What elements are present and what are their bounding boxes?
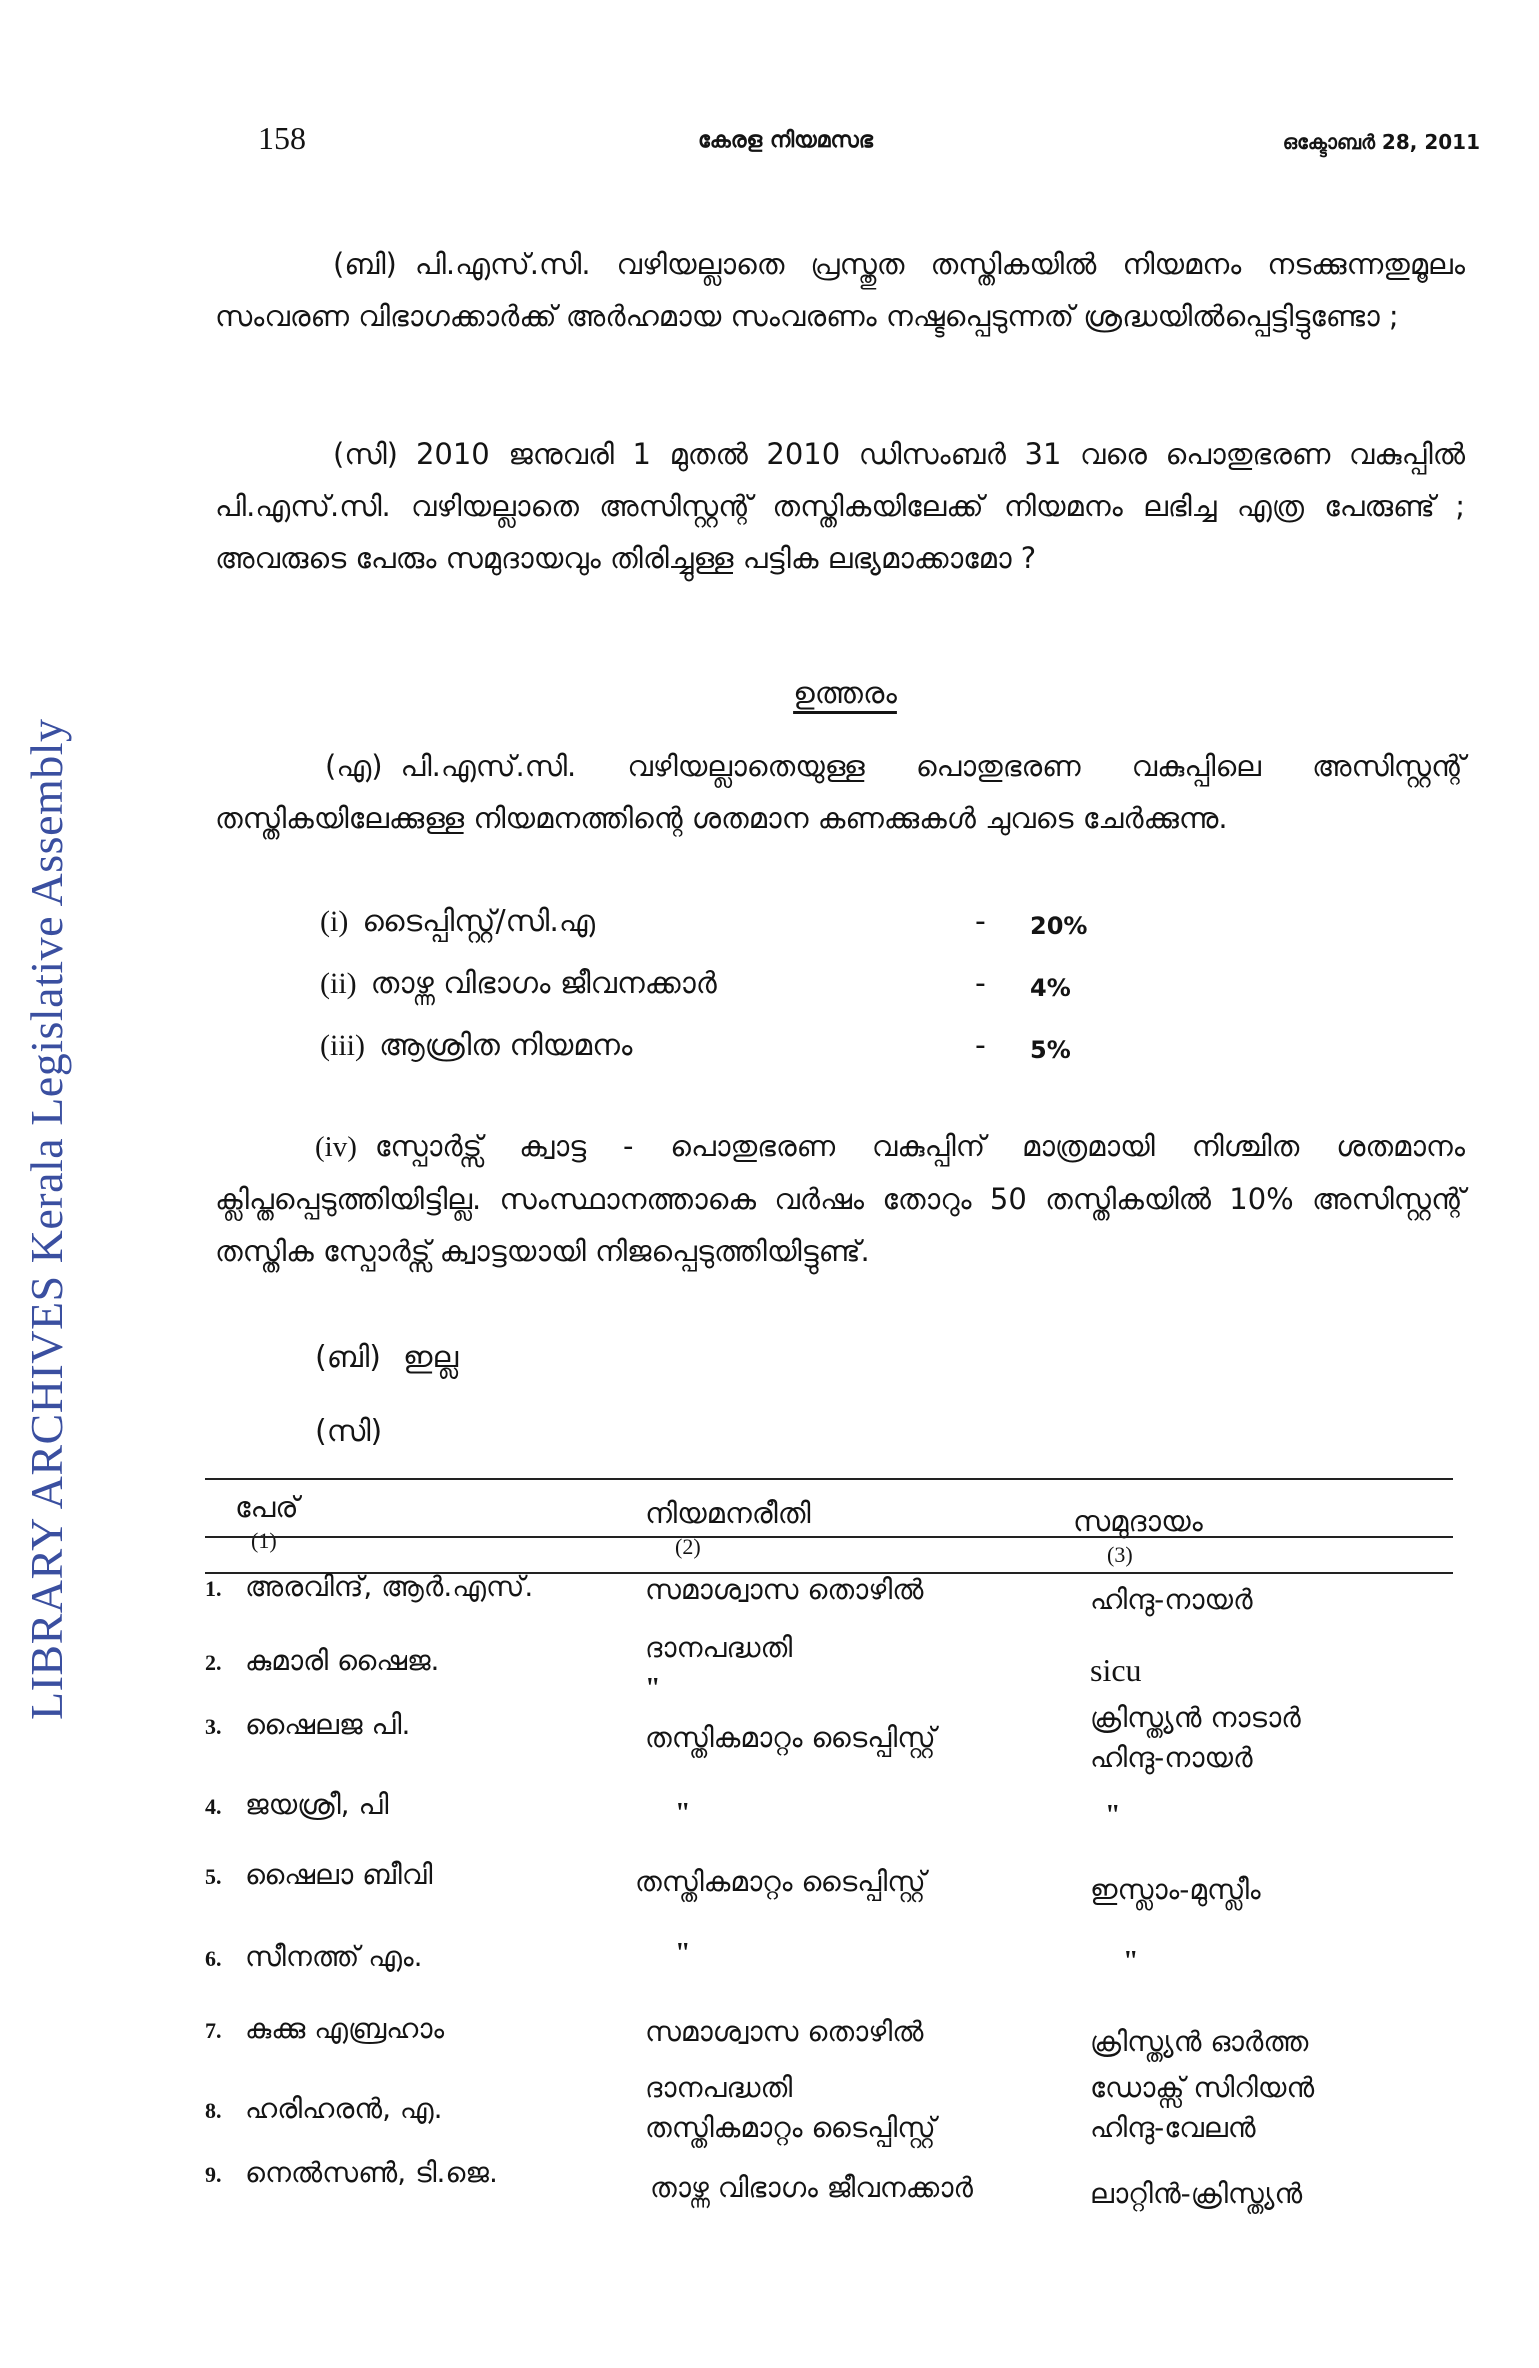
row-name: കുക്കു എബ്രഹാം <box>245 2012 445 2045</box>
row-method: സമാശ്വാസ തൊഴിൽ <box>645 1573 924 1606</box>
quota-item <box>320 966 1140 1028</box>
answer-heading: ഉത്തരം <box>793 676 897 711</box>
question-b-paragraph <box>215 238 1465 342</box>
row-method: തസ്തികമാറ്റം ടൈപ്പിസ്റ്റ് <box>635 1865 926 1898</box>
row-method: സമാശ്വാസ തൊഴിൽ <box>645 2015 924 2048</box>
row-name: ഷൈലാ ബീവി <box>245 1858 433 1891</box>
row-name: ഹരിഹരൻ, എ. <box>245 2092 443 2125</box>
row-serial: 3. <box>205 1714 222 1739</box>
answer-a-label: (എ) <box>325 749 383 783</box>
quota-number: (i) <box>320 905 349 938</box>
row-community: ഹിന്ദു-വേലൻ <box>1090 2111 1256 2144</box>
answer-iv-paragraph <box>215 1120 1465 1277</box>
row-serial: 1. <box>205 1576 222 1601</box>
page-header <box>258 120 1480 170</box>
question-b-text: പി.എസ്.സി. വഴിയല്ലാതെ പ്രസ്തുത തസ്തികയിൽ നിയമനം നടക്കുന്നതുമൂലം സംവരണ വിഭാഗക്കാർക്ക് അർഹമായ സംവരണം നഷ്ടപ്പെടുന്നത് ശ്രദ്ധയിൽപ്പെട്ടിട്ടുണ്ടോ ; <box>215 247 1465 333</box>
row-name-cell <box>205 2156 498 2190</box>
row-name: ജയശ്രീ, പി <box>245 1788 389 1821</box>
answer-b-line <box>315 1340 458 1375</box>
row-method: ദാനപദ്ധതി <box>645 2071 793 2104</box>
row-method: തസ്തികമാറ്റം ടൈപ്പിസ്റ്റ് <box>645 2111 936 2144</box>
row-name: നെൽസൺ, ടി.ജെ. <box>245 2156 498 2189</box>
column-number-1: (1) <box>251 1528 277 1553</box>
row-name-cell <box>205 1940 423 1974</box>
question-c-paragraph <box>215 428 1465 584</box>
row-name: ഷൈലജ പി. <box>245 1708 411 1741</box>
row-name-cell <box>205 2012 444 2046</box>
quota-label: ആശ്രിത നിയമനം <box>379 1028 633 1063</box>
row-method: തസ്തികമാറ്റം ടൈപ്പിസ്റ്റ് <box>645 1721 936 1754</box>
quota-dash: - <box>975 1028 986 1063</box>
row-community-ditto: " <box>1123 1946 1139 1977</box>
row-serial: 9. <box>205 2162 222 2187</box>
row-method: താഴ്ന്ന വിഭാഗം ജീവനക്കാർ <box>650 2171 973 2204</box>
row-community-cell <box>1090 1698 1301 1778</box>
row-serial: 5. <box>205 1864 222 1889</box>
question-c-label: (സി) <box>333 437 398 471</box>
row-method-ditto: " <box>675 1938 691 1969</box>
row-serial: 7. <box>205 2018 222 2043</box>
row-method-ditto: " <box>675 1798 691 1829</box>
row-method-cell <box>645 1628 792 1709</box>
quota-number: (iii) <box>320 1029 365 1062</box>
quota-item <box>320 904 1140 966</box>
quota-label: താഴ്ന്ന വിഭാഗം ജീവനക്കാർ <box>370 966 717 1001</box>
running-title: കേരള നിയമസഭ <box>698 128 873 153</box>
row-method: ദാനപദ്ധതി <box>645 1631 793 1664</box>
quota-item <box>320 1028 1140 1090</box>
answer-b-text: ഇല്ല <box>403 1340 459 1375</box>
row-name-cell <box>205 1644 439 1678</box>
quota-label: ടൈപ്പിസ്റ്റ്/സി.എ <box>362 904 595 939</box>
row-community: ഹിന്ദു-നായർ <box>1090 1583 1253 1616</box>
row-community: ഡോക്സ് സിറിയൻ <box>1090 2071 1315 2104</box>
quota-dash: - <box>975 966 986 1001</box>
row-method-cell <box>645 2068 936 2148</box>
archive-watermark: LIBRARY ARCHIVES Kerala Legislative Assembly <box>21 718 72 1720</box>
row-community: ഇസ്ലാം-മുസ്ലീം <box>1090 1873 1261 1906</box>
row-name-cell <box>205 1788 389 1822</box>
quota-value: 5% <box>1030 1036 1071 1064</box>
row-serial: 6. <box>205 1946 222 1971</box>
row-name-cell <box>205 1858 433 1892</box>
header-method: നിയമനരീതി <box>645 1496 811 1530</box>
quota-number: (ii) <box>320 967 357 1000</box>
row-name-cell <box>205 1570 533 1604</box>
header-community: സമുദായം <box>1073 1504 1203 1538</box>
answer-c-label: (സി) <box>315 1414 383 1449</box>
answer-iv-label: (iv) <box>315 1131 357 1163</box>
table-top-rule <box>205 1478 1453 1480</box>
row-community: ഹിന്ദു-നായർ <box>1090 1741 1253 1774</box>
row-method-ditto: " <box>645 1673 661 1704</box>
row-name: സീനത്ത് എം. <box>245 1940 423 1973</box>
row-name: കുമാരി ഷൈജ. <box>245 1644 440 1677</box>
column-number-2: (2) <box>675 1534 701 1559</box>
row-community: ലാറ്റിൻ-ക്രിസ്ത്യൻ <box>1090 2177 1303 2210</box>
column-number-3: (3) <box>1107 1542 1133 1567</box>
question-c-text: 2010 ജനുവരി 1 മുതൽ 2010 ഡിസംബർ 31 വരെ പൊതുഭരണ വകുപ്പിൽ പി.എസ്.സി. വഴിയല്ലാതെ അസിസ്റ്റന്റ് തസ്തികയിലേക്ക് നിയമനം ലഭിച്ച എത്ര പേരുണ്ട് ; അവരുടെ പേരും സമുദായവും തിരിച്ചുള്ള പട്ടിക ലഭ്യമാക്കാമോ ? <box>215 437 1465 575</box>
row-community-ditto: " <box>1105 1800 1121 1831</box>
answer-b-label: (ബി) <box>315 1340 382 1375</box>
question-b-label: (ബി) <box>333 247 397 281</box>
answer-iv-text: സ്പോർട്സ് ക്വാട്ട - പൊതുഭരണ വകുപ്പിന് മാത്രമായി നിശ്ചിത ശതമാനം ക്ലിപ്തപ്പെടുത്തിയിട്ടില്ല. സംസ്ഥാനത്താകെ വർഷം തോറും 50 തസ്തികയിൽ 10% അസിസ്റ്റന്റ് തസ്തിക സ്പോർട്സ് ക്വാട്ടയായി നിജപ്പെടുത്തിയിട്ടുണ്ട്. <box>215 1129 1465 1268</box>
row-serial: 2. <box>205 1650 222 1675</box>
row-serial: 4. <box>205 1794 222 1819</box>
row-name-cell <box>205 1708 410 1742</box>
row-name-cell <box>205 2092 443 2126</box>
answer-a-paragraph <box>215 740 1465 844</box>
quota-value: 4% <box>1030 974 1071 1002</box>
row-community: sicu <box>1090 1652 1142 1688</box>
header-date: ഒക്ടോബർ 28, 2011 <box>1282 130 1480 154</box>
page-number: 158 <box>258 120 306 156</box>
quota-list <box>320 904 1140 1090</box>
quota-dash: - <box>975 904 986 939</box>
row-community: ക്രിസ്ത്യൻ നാടാർ <box>1090 1701 1301 1734</box>
answer-c-line <box>315 1414 382 1449</box>
table-header-rule <box>205 1536 1453 1538</box>
header-name: പേര് <box>235 1490 299 1524</box>
row-community: ക്രിസ്ത്യൻ ഓർത്ത <box>1090 2025 1309 2058</box>
quota-value: 20% <box>1030 912 1088 940</box>
row-name: അരവിന്ദ്, ആർ.എസ്. <box>245 1570 534 1603</box>
answer-a-text: പി.എസ്.സി. വഴിയല്ലാതെയുള്ള പൊതുഭരണ വകുപ്പിലെ അസിസ്റ്റന്റ് തസ്തികയിലേക്കുള്ള നിയമനത്തിന്റെ ശതമാന കണക്കുകൾ ചുവടെ ചേർക്കുന്നു. <box>215 749 1465 835</box>
row-community-cell <box>1090 2068 1314 2148</box>
row-serial: 8. <box>205 2098 222 2123</box>
